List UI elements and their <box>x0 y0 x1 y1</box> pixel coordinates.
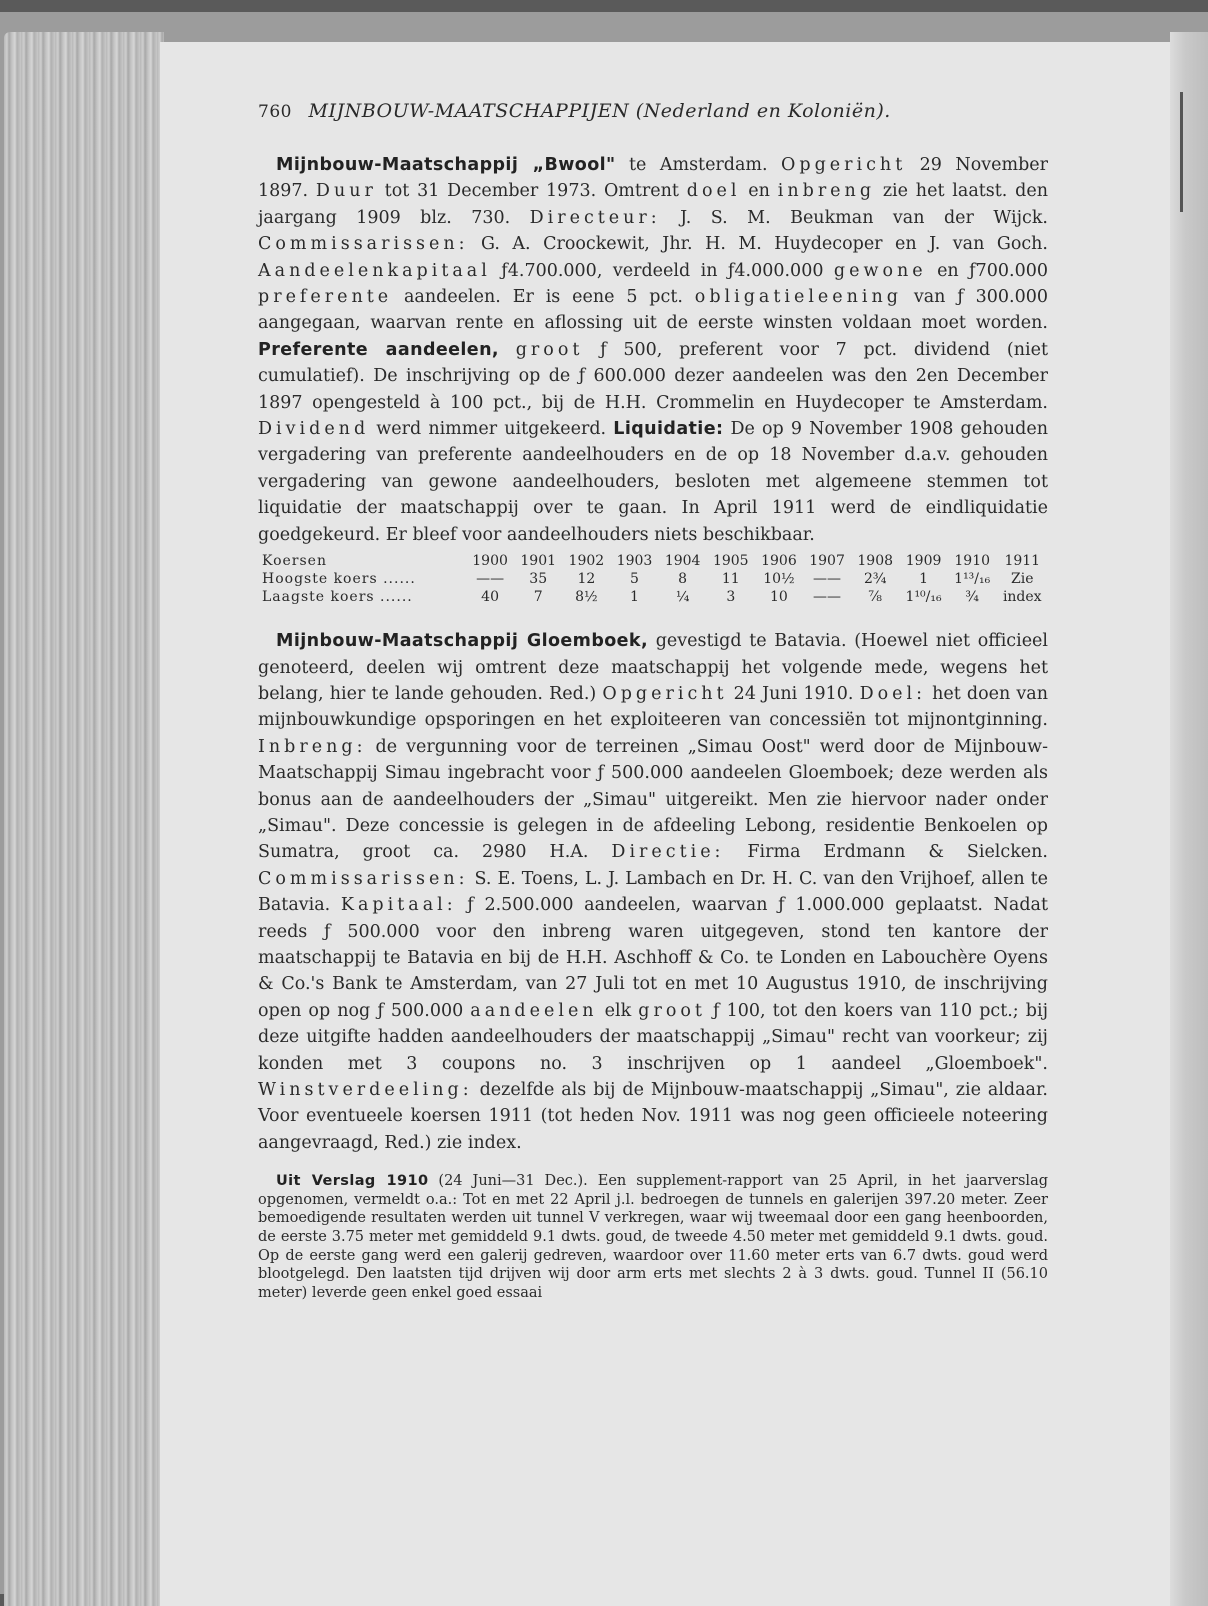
table-row: Hoogste koers ...... —— 35 12 5 8 11 10½ —— 2¾ 1 1¹³/₁₆ Zie <box>262 571 1034 588</box>
koersen-table <box>258 552 1048 606</box>
running-title: MIJNBOUW-MAATSCHAPPIJEN (Nederland en Koloniën). <box>308 100 891 122</box>
right-page-edge <box>1170 32 1208 1606</box>
table-row: Laagste koers ...... 40 7 8½ 1 ¼ 3 10 —— ⅞ 1¹⁰/₁₆ ¾ index <box>262 589 1042 606</box>
page-number: 760 <box>258 102 292 122</box>
section-title: Preferente aandeelen, <box>258 339 499 360</box>
verslag-title: Uit Verslag 1910 <box>276 1173 429 1190</box>
section-title: Liquidatie: <box>613 419 724 440</box>
table-header-row: Koersen 1900 1901 1902 1903 1904 1905 1906 1907 1908 1909 1910 1911 <box>262 553 1041 570</box>
entry-title: Mijnbouw-Maatschappij „Bwool" <box>276 155 616 175</box>
entry-title: Mijnbouw-Maatschappij Gloemboek, <box>276 631 649 652</box>
verslag-block <box>258 1172 1048 1302</box>
page-content <box>258 100 1048 1302</box>
verslag-paragraph: Uit Verslag 1910 (24 Juni—31 Dec.). Een supplement-rapport van 25 April, in het jaarverslag opgenomen, vermeldt o.a.: Tot en met 22 April j.l. bedroegen de tunnels en galerijen 397.20 meter. Zeer bemoedigende resultaten werden uit tunnel V verkregen, waar wij tweemaal door een gang heenboorden, de eerste 3.75 meter met gemiddeld 9.1 dwts. goud, de tweede 4.50 meter met gemiddeld 9.1 dwts. goud. Op de eerste gang werd een galerij gedreven, waardoor over 11.60 meter erts van 6.7 dwts. goud werd blootgelegd. Den laatsten tijd drijven wij door arm erts met slechts 2 à 3 dwts. goud. Tunnel II (56.10 meter) leverde geen enkel goed essaai <box>258 1173 1048 1301</box>
binding-mark <box>1180 92 1183 212</box>
entry-gloemboek: Mijnbouw-Maatschappij Gloemboek, gevestigd te Batavia. (Hoewel niet officieel genoteerd, deelen wij omtrent deze maatschappij het volgende mede, wegens het belang, hier te lande gehouden. Red.) Opgericht 24 Juni 1910. Doel: het doen van mijnbouwkundige opsporingen en het exploiteeren van concessiën tot mijnontginning. Inbreng: de vergunning voor de terreinen „Simau Oost" werd door de Mijnbouw-Maatschappij Simau ingebracht voor ƒ 500.000 aandeelen Gloemboek; deze werden als bonus aan de aandeelhouders der „Simau" uitgereikt. Men zie hiervoor nader onder „Simau". Deze concessie is gelegen in de afdeeling Lebong, residentie Benkoelen op Sumatra, groot ca. 2980 H.A. Directie: Firma Erdmann & Sielcken. Commissarissen: S. E. Toens, L. J. Lambach en Dr. H. C. van den Vrijhoef, allen te Batavia. Kapitaal: ƒ 2.500.000 aandeelen, waarvan ƒ 1.000.000 geplaatst. Nadat reeds ƒ 500.000 voor den inbreng waren uitgegeven, stond ten kantore der maatschappij te Batavia en bij de H.H. Aschhoff & Co. te Londen en Labouchère Oyens & Co.'s Bank te Amsterdam, van 27 Juli tot en met 10 Augustus 1910, de inschrijving open op nog ƒ 500.000 aandeelen elk groot ƒ 100, tot den koers van 110 pct.; bij deze uitgifte hadden aandeelhouders der maatschappij „Simau" recht van voorkeur; zij konden met 3 coupons no. 3 inschrijven op 1 aandeel „Gloemboek". Winstverdeeling: dezelfde als bij de Mijnbouw-maatschappij „Simau", zie aldaar. Voor eventueele koersen 1911 (tot heden Nov. 1911 was nog geen officieele noteering aangevraagd, Red.) zie index. <box>258 631 1049 1153</box>
page-edges <box>4 32 164 1606</box>
running-header <box>258 100 1048 122</box>
entry-bwool: Mijnbouw-Maatschappij „Bwool" te Amsterdam. Opgericht 29 November 1897. Duur tot 31 December 1973. Omtrent doel en inbreng zie het laatst. den jaargang 1909 blz. 730. Directeur: J. S. M. Beukman van der Wijck. Commissarissen: G. A. Croockewit, Jhr. H. M. Huydecoper en J. van Goch. Aandeelenkapitaal ƒ4.700.000, verdeeld in ƒ4.000.000 gewone en ƒ700.000 preferente aandeelen. Er is eene 5 pct. obligatieleening van ƒ 300.000 aangegaan, waarvan rente en aflossing uit de eerste winsten voldaan moet worden. Preferente aandeelen, groot ƒ 500, preferent voor 7 pct. dividend (niet cumulatief). De inschrijving op de ƒ 600.000 dezer aandeelen was den 2en December 1897 opengesteld à 100 pct., bij de H.H. Crommelin en Huydecoper te Amsterdam. Dividend werd nimmer uitgekeerd. Liquidatie: De op 9 November 1908 gehouden vergadering van preferente aandeelhouders en de op 18 November d.a.v. gehouden vergadering van gewone aandeelhouders, besloten met algemeene stemmen tot liquidatie der maatschappij over te gaan. In April 1911 werd de eindliquidatie goedgekeurd. Er bleef voor aandeelhouders niets beschikbaar. <box>258 155 1049 545</box>
